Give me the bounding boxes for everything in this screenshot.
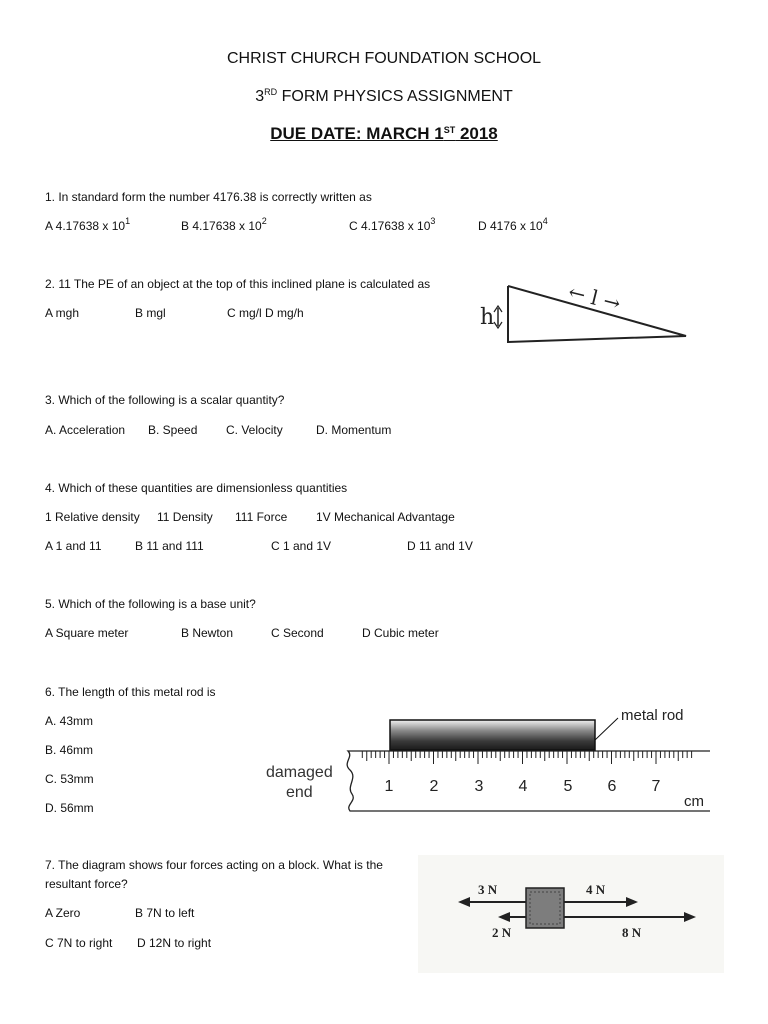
q4-item-1: 1 Relative density: [45, 510, 140, 524]
q4-item-2: 11 Density: [157, 510, 213, 524]
question-4: 4. Which of these quantities are dimensionless quantities: [45, 481, 348, 495]
q1-option-d: D 4176 x $10^4$: [478, 216, 548, 233]
damaged-label: damaged: [266, 764, 333, 781]
q4-option-a: A 1 and 11: [45, 539, 102, 553]
end-label: end: [286, 784, 313, 801]
q6-option-a: A. 43mm: [45, 714, 94, 728]
question-2: 2. 11 The PE of an object at the top of this inclined plane is calculated as: [45, 277, 431, 291]
q4-option-b: B 11 and 111: [135, 539, 204, 553]
q5-option-d: D Cubic meter: [362, 626, 439, 640]
q1-option-c: C 4.17638 x $10^3$: [349, 216, 436, 233]
q7-option-a: A Zero: [45, 906, 81, 920]
tick-label-1: 1: [384, 778, 394, 795]
tick-label-7: 7: [651, 778, 661, 795]
school-name: CHRIST CHURCH FOUNDATION SCHOOL: [226, 50, 542, 67]
q7-option-c: C 7N to right: [45, 936, 113, 950]
q1-option-b: B 4.17638 x $10^2$: [181, 216, 267, 233]
q7-option-b: B 7N to left: [135, 906, 195, 920]
q4-option-d: D 11 and 1V: [407, 539, 473, 553]
q4-item-3: 111 Force: [235, 510, 288, 524]
q2-option-b: B mgl: [135, 306, 166, 320]
force-label-3n: 3 N: [478, 882, 498, 897]
q5-option-a: A Square meter: [45, 626, 129, 640]
q7-option-d: D 12N to right: [137, 936, 212, 950]
tick-label-5: 5: [563, 778, 573, 795]
ruler-diagram: [260, 700, 715, 816]
question-3: 3. Which of the following is a scalar quantity?: [45, 393, 285, 407]
height-label: h: [480, 305, 495, 330]
metal-rod-label: metal rod: [621, 707, 684, 724]
length-label: ← l →: [566, 279, 623, 316]
metal-rod: [390, 720, 595, 750]
q4-item-4: 1V Mechanical Advantage: [316, 510, 455, 524]
tick-label-2: 2: [429, 778, 439, 795]
q6-option-c: C. 53mm: [45, 772, 94, 786]
q3-option-a: A. Acceleration: [45, 423, 126, 437]
force-label-4n: 4 N: [586, 882, 606, 897]
q4-option-c: C 1 and 1V: [271, 539, 332, 553]
tick-label-4: 4: [518, 778, 528, 795]
question-6: 6. The length of this metal rod is: [45, 685, 216, 699]
inclined-plane-diagram: [472, 272, 694, 358]
question-7-line-2: resultant force?: [45, 877, 128, 891]
question-7-line-1: 7. The diagram shows four forces acting on a block. What is the: [45, 858, 383, 872]
unit-label: cm: [684, 793, 704, 810]
q5-option-c: C Second: [271, 626, 324, 640]
q3-option-c: C. Velocity: [226, 423, 283, 437]
forces-diagram: [418, 855, 724, 973]
tick-label-6: 6: [607, 778, 617, 795]
assignment-title: 3RD FORM PHYSICS ASSIGNMENT: [255, 87, 513, 105]
force-label-8n: 8 N: [622, 925, 642, 940]
tick-label-3: 3: [474, 778, 484, 795]
q3-option-d: D. Momentum: [316, 423, 392, 437]
q6-option-d: D. 56mm: [45, 801, 94, 815]
question-1: 1. In standard form the number 4176.38 is correctly written as: [45, 190, 372, 204]
block: [526, 888, 564, 928]
q6-option-b: B. 46mm: [45, 743, 94, 757]
ruler-numbers: [385, 778, 661, 795]
question-5: 5. Which of the following is a base unit?: [45, 597, 256, 611]
q2-option-a: A mgh: [45, 306, 80, 320]
q5-option-b: B Newton: [181, 626, 234, 640]
force-label-2n: 2 N: [492, 925, 512, 940]
q2-option-c-d: C mg/l D mg/h: [227, 306, 304, 320]
q1-option-a: A 4.17638 x $10^1$: [45, 216, 131, 233]
due-date: DUE DATE: MARCH 1ST 2018: [270, 124, 498, 143]
ruler-ticks: [362, 751, 691, 764]
q3-option-b: B. Speed: [148, 423, 198, 437]
